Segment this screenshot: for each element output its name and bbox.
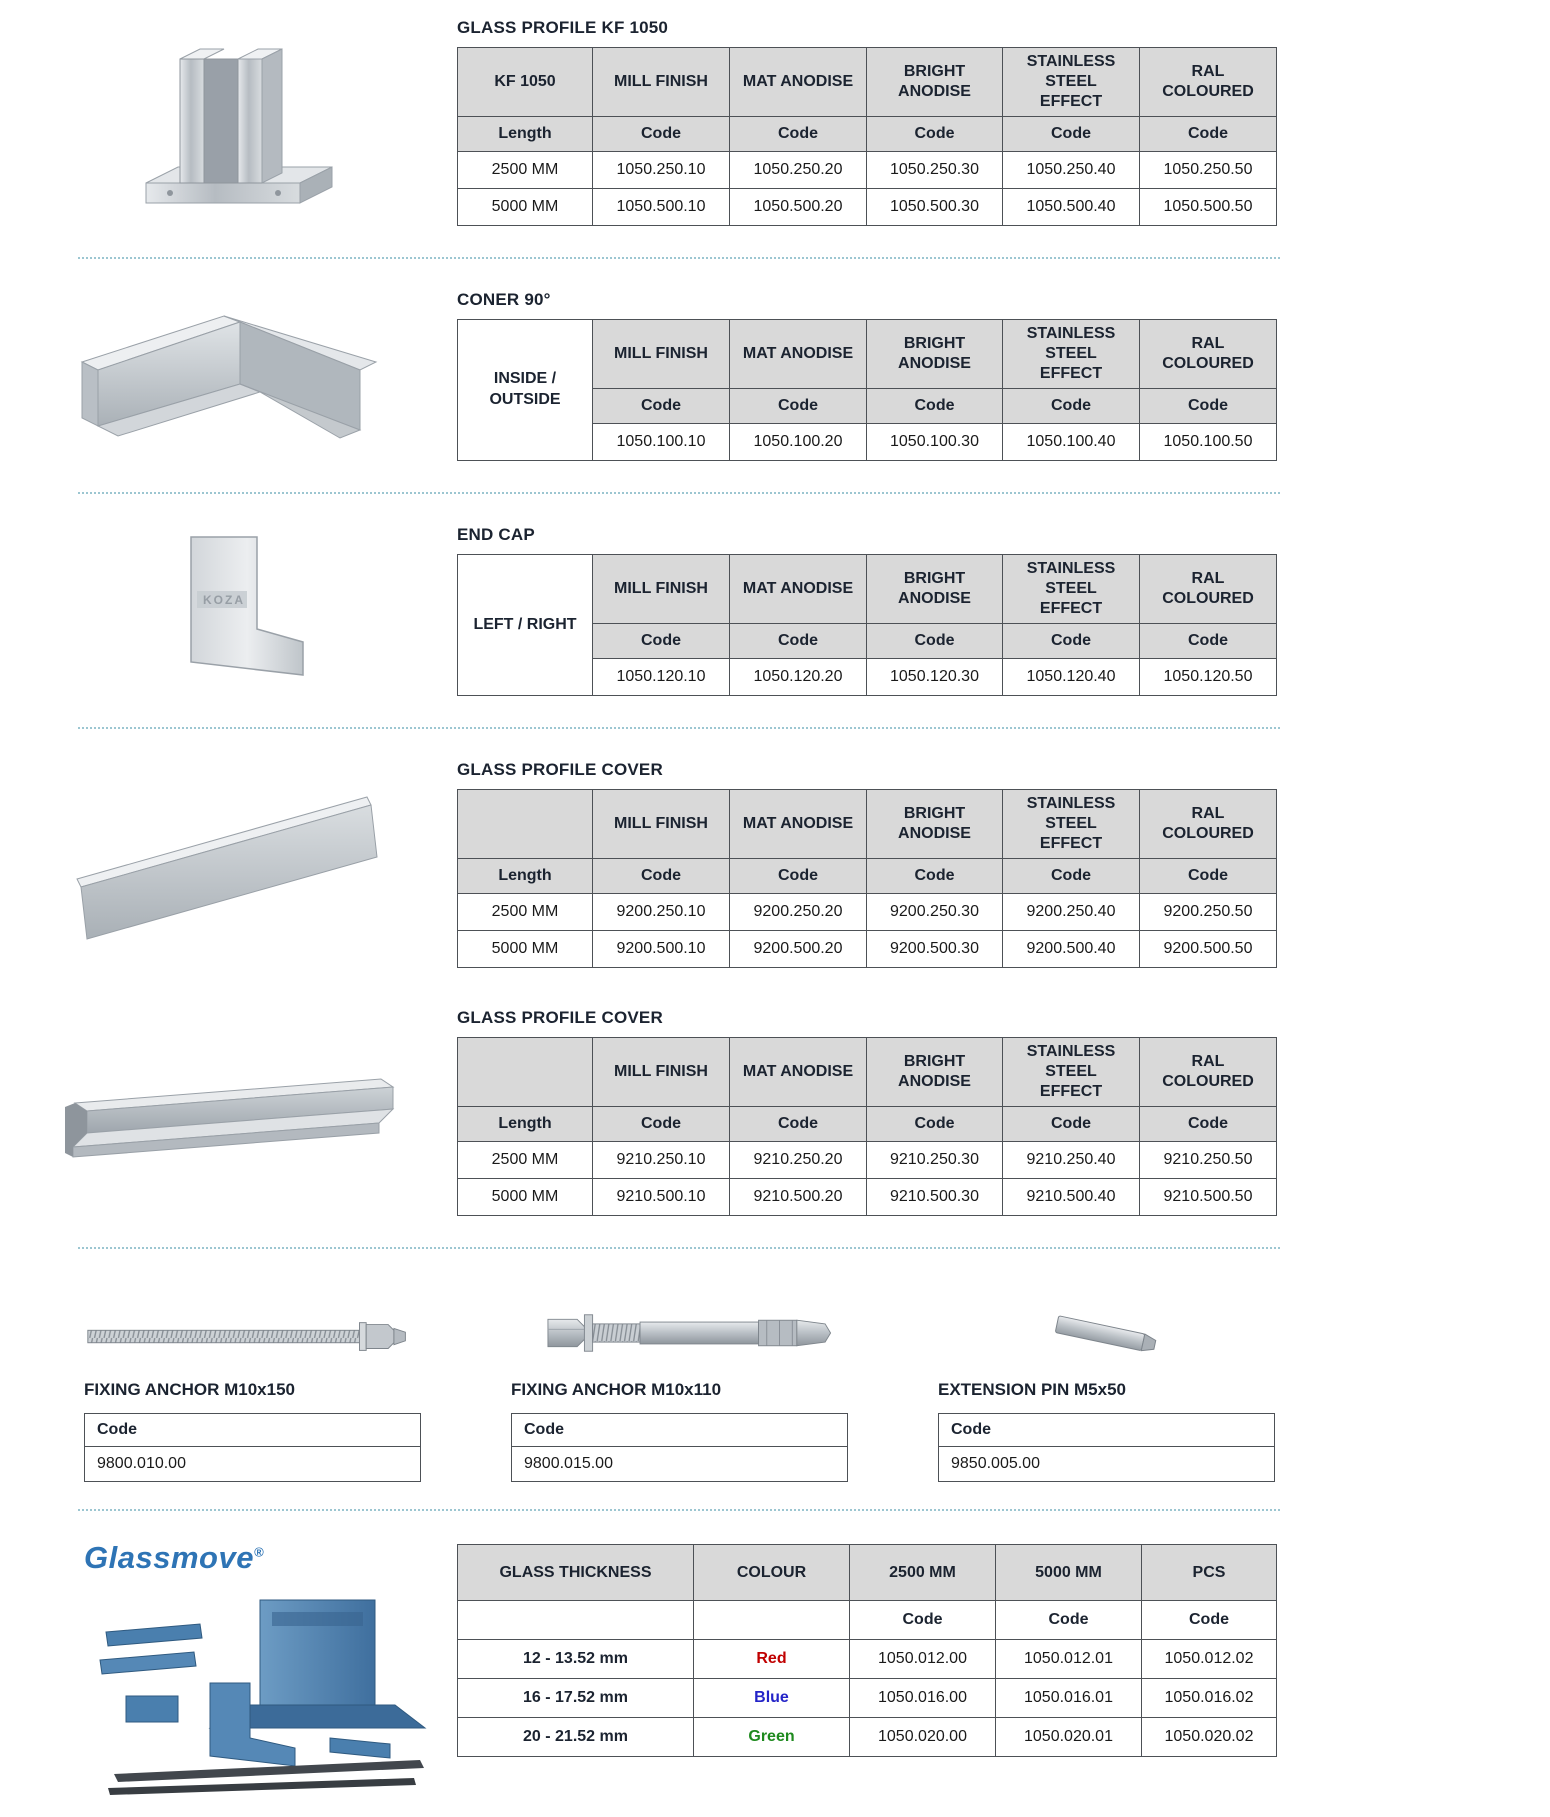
code-header: Code <box>1003 1107 1140 1142</box>
code-header: Code <box>867 117 1003 152</box>
code-value: 9850.005.00 <box>951 1455 1040 1472</box>
column-header-finish: STAINLESS STEEL EFFECT <box>1003 1038 1140 1107</box>
length-header: Length <box>458 117 593 152</box>
table-row <box>458 1640 1277 1679</box>
column-header-finish: MILL FINISH <box>593 555 730 624</box>
column-header-thickness: GLASS THICKNESS <box>458 1545 694 1601</box>
column-header-finish: STAINLESS STEEL EFFECT <box>1003 790 1140 859</box>
column-header-finish: BRIGHT ANODISE <box>867 790 1003 859</box>
column-header-finish: MAT ANODISE <box>730 48 867 117</box>
table-row <box>458 1679 1277 1718</box>
code-header: Code <box>1003 389 1140 424</box>
code-cell: 9200.250.20 <box>730 894 867 931</box>
empty-header-cell <box>458 1038 593 1107</box>
code-cell: 1050.120.40 <box>1003 659 1140 696</box>
section-fixings <box>0 1276 1550 1482</box>
dotted-separator <box>78 257 1280 259</box>
column-header-pcs: PCS <box>1142 1545 1277 1601</box>
fixing-code-box <box>938 1413 1275 1482</box>
section-corner-90 <box>0 286 1550 465</box>
code-cell: 9200.500.40 <box>1003 931 1140 968</box>
code-cell: 9200.500.30 <box>867 931 1003 968</box>
column-header-finish: MILL FINISH <box>593 320 730 389</box>
code-header: Code <box>1140 859 1277 894</box>
code-cell: 9210.250.10 <box>593 1142 730 1179</box>
code-cell: 1050.020.00 <box>850 1718 996 1757</box>
code-header: Code <box>1140 1107 1277 1142</box>
code-cell: 1050.100.30 <box>867 424 1003 461</box>
column-header-product: KF 1050 <box>458 48 593 117</box>
code-cell: 1050.100.40 <box>1003 424 1140 461</box>
column-header-finish: MAT ANODISE <box>730 1038 867 1107</box>
column-header-finish: RAL COLOURED <box>1140 48 1277 117</box>
code-header: Code <box>867 624 1003 659</box>
code-cell: 1050.120.30 <box>867 659 1003 696</box>
table-row <box>458 1142 1277 1179</box>
corner-product-image <box>64 300 394 452</box>
code-cell: 1050.500.30 <box>867 189 1003 226</box>
section-glass-profile-kf1050 <box>0 14 1550 230</box>
code-cell: 1050.020.01 <box>996 1718 1142 1757</box>
code-header: Code <box>1142 1601 1277 1640</box>
code-cell: 1050.012.02 <box>1142 1640 1277 1679</box>
thickness-cell: 12 - 13.52 mm <box>458 1640 694 1679</box>
code-cell: 1050.012.00 <box>850 1640 996 1679</box>
side-label-cell: INSIDE / OUTSIDE <box>458 320 593 461</box>
corner-codes-table <box>457 319 1277 461</box>
colour-cell: Green <box>694 1718 850 1757</box>
code-value: 9800.010.00 <box>97 1455 186 1472</box>
kf1050-image-wrap <box>0 23 457 221</box>
code-cell: 9200.250.10 <box>593 894 730 931</box>
code-cell: 9210.250.50 <box>1140 1142 1277 1179</box>
fixing-block-anchor-m10x150 <box>84 1276 421 1482</box>
code-header: Code <box>1003 624 1140 659</box>
column-header-finish: RAL COLOURED <box>1140 555 1277 624</box>
code-header: Code <box>867 1107 1003 1142</box>
code-header: Code <box>850 1601 996 1640</box>
cover2-codes-table <box>457 1037 1277 1216</box>
column-header-finish: RAL COLOURED <box>1140 320 1277 389</box>
column-header-finish: MAT ANODISE <box>730 555 867 624</box>
column-header-finish: RAL COLOURED <box>1140 1038 1277 1107</box>
column-header-finish: STAINLESS STEEL EFFECT <box>1003 555 1140 624</box>
fixing-title: FIXING ANCHOR M10x150 <box>84 1380 295 1399</box>
glassmove-logo <box>84 1540 457 1576</box>
kf1050-product-image <box>118 23 340 221</box>
glassmove-brand-text: Glassmove <box>84 1540 254 1575</box>
subheader-row <box>458 1601 1277 1640</box>
column-header-finish: STAINLESS STEEL EFFECT <box>1003 48 1140 117</box>
code-cell: 9200.500.10 <box>593 931 730 968</box>
code-cell: 1050.012.01 <box>996 1640 1142 1679</box>
endcap-codes-table <box>457 554 1277 696</box>
column-header-finish: STAINLESS STEEL EFFECT <box>1003 320 1140 389</box>
code-cell: 9210.500.40 <box>1003 1179 1140 1216</box>
section-title: GLASS PROFILE KF 1050 <box>457 18 669 37</box>
code-header: Code <box>1003 117 1140 152</box>
column-header-5000: 5000 MM <box>996 1545 1142 1601</box>
fixing-block-extension-pin <box>938 1276 1275 1482</box>
colour-cell: Red <box>694 1640 850 1679</box>
code-cell: 1050.100.10 <box>593 424 730 461</box>
section-title: GLASS PROFILE COVER <box>457 760 663 779</box>
endcap-product-image <box>139 531 319 691</box>
code-header: Code <box>593 117 730 152</box>
header-row <box>458 1038 1277 1107</box>
code-header: Code <box>730 389 867 424</box>
section-glass-profile-cover-2 <box>0 1004 1550 1220</box>
kf1050-codes-table <box>457 47 1277 226</box>
code-cell: 1050.250.40 <box>1003 152 1140 189</box>
fixing-title: EXTENSION PIN M5x50 <box>938 1380 1127 1399</box>
code-cell: 9200.250.50 <box>1140 894 1277 931</box>
code-header: Code <box>1140 389 1277 424</box>
dotted-separator <box>78 1247 1280 1249</box>
length-header: Length <box>458 1107 593 1142</box>
code-cell: 9210.500.20 <box>730 1179 867 1216</box>
table-row <box>458 1718 1277 1757</box>
table-row <box>458 894 1277 931</box>
code-value: 9800.015.00 <box>524 1455 613 1472</box>
koza-watermark: KOZA <box>202 592 245 607</box>
length-cell: 5000 MM <box>458 931 593 968</box>
section-title: END CAP <box>457 525 535 544</box>
thickness-cell: 20 - 21.52 mm <box>458 1718 694 1757</box>
anchor-m10x150-image-wrap <box>84 1276 421 1364</box>
extension-pin-product-image <box>1044 1304 1169 1364</box>
length-cell: 2500 MM <box>458 894 593 931</box>
code-cell: 1050.020.02 <box>1142 1718 1277 1757</box>
length-cell: 2500 MM <box>458 1142 593 1179</box>
anchor-m10x110-product-image <box>537 1302 847 1364</box>
code-header: Code <box>730 117 867 152</box>
code-header: Code <box>593 389 730 424</box>
column-header-finish: MILL FINISH <box>593 48 730 117</box>
fixing-code-box <box>511 1413 848 1482</box>
empty-cell <box>694 1601 850 1640</box>
code-cell: 1050.016.00 <box>850 1679 996 1718</box>
code-cell: 1050.250.10 <box>593 152 730 189</box>
code-header: Code <box>593 1107 730 1142</box>
column-header-finish: MAT ANODISE <box>730 320 867 389</box>
code-header: Code <box>730 1107 867 1142</box>
header-row <box>458 790 1277 859</box>
column-header-finish: BRIGHT ANODISE <box>867 555 1003 624</box>
code-cell: 1050.016.02 <box>1142 1679 1277 1718</box>
length-header: Length <box>458 859 593 894</box>
length-cell: 5000 MM <box>458 189 593 226</box>
subheader-row <box>458 859 1277 894</box>
subheader-row <box>458 1107 1277 1142</box>
code-cell: 9200.250.30 <box>867 894 1003 931</box>
code-cell: 1050.120.20 <box>730 659 867 696</box>
code-cell: 1050.016.01 <box>996 1679 1142 1718</box>
code-cell: 1050.500.10 <box>593 189 730 226</box>
column-header-2500: 2500 MM <box>850 1545 996 1601</box>
extension-pin-image-wrap <box>938 1276 1275 1364</box>
column-header-finish: MILL FINISH <box>593 1038 730 1107</box>
code-cell: 9210.500.50 <box>1140 1179 1277 1216</box>
section-end-cap <box>0 521 1550 700</box>
corner-image-wrap <box>0 300 457 452</box>
dotted-separator <box>78 492 1280 494</box>
code-header: Code <box>867 389 1003 424</box>
code-cell: 9210.500.10 <box>593 1179 730 1216</box>
code-header: Code <box>1140 624 1277 659</box>
column-header-finish: BRIGHT ANODISE <box>867 48 1003 117</box>
header-row <box>458 1545 1277 1601</box>
glassmove-product-image <box>90 1590 440 1808</box>
code-header: Code <box>730 624 867 659</box>
anchor-m10x150-product-image <box>84 1310 414 1364</box>
header-row <box>458 555 1277 624</box>
registered-mark: ® <box>253 1544 265 1560</box>
column-header-finish: BRIGHT ANODISE <box>867 1038 1003 1107</box>
code-cell: 9210.250.20 <box>730 1142 867 1179</box>
glassmove-image-wrap <box>84 1590 457 1813</box>
code-header: Code <box>593 624 730 659</box>
section-title: GLASS PROFILE COVER <box>457 1008 663 1027</box>
length-cell: 2500 MM <box>458 152 593 189</box>
code-cell: 9210.250.40 <box>1003 1142 1140 1179</box>
table-row <box>458 152 1277 189</box>
header-row <box>458 320 1277 389</box>
side-label-cell: LEFT / RIGHT <box>458 555 593 696</box>
code-header: Code <box>593 859 730 894</box>
code-header: Code <box>730 859 867 894</box>
cover1-product-image <box>69 783 389 945</box>
code-cell: 9200.250.40 <box>1003 894 1140 931</box>
anchor-m10x110-image-wrap <box>511 1276 848 1364</box>
code-cell: 1050.120.50 <box>1140 659 1277 696</box>
code-cell: 9200.500.20 <box>730 931 867 968</box>
code-cell: 1050.250.20 <box>730 152 867 189</box>
section-glass-profile-cover-1 <box>0 756 1550 972</box>
endcap-image-wrap <box>0 531 457 691</box>
header-row <box>458 48 1277 117</box>
code-header: Code <box>867 859 1003 894</box>
code-label: Code <box>939 1414 1274 1447</box>
column-header-colour: COLOUR <box>694 1545 850 1601</box>
code-header: Code <box>996 1601 1142 1640</box>
glassmove-codes-table <box>457 1544 1277 1757</box>
code-header: Code <box>1003 859 1140 894</box>
empty-cell <box>458 1601 694 1640</box>
code-cell: 9200.500.50 <box>1140 931 1277 968</box>
code-header: Code <box>1140 117 1277 152</box>
cover1-image-wrap <box>0 783 457 945</box>
code-label: Code <box>512 1414 847 1447</box>
table-row <box>458 189 1277 226</box>
length-cell: 5000 MM <box>458 1179 593 1216</box>
fixing-code-box <box>84 1413 421 1482</box>
code-cell: 1050.500.50 <box>1140 189 1277 226</box>
table-row <box>458 931 1277 968</box>
section-glassmove <box>0 1538 1550 1813</box>
subheader-row <box>458 117 1277 152</box>
colour-cell: Blue <box>694 1679 850 1718</box>
column-header-finish: MAT ANODISE <box>730 790 867 859</box>
cover1-codes-table <box>457 789 1277 968</box>
cover2-image-wrap <box>0 1047 457 1177</box>
code-cell: 9210.250.30 <box>867 1142 1003 1179</box>
code-cell: 1050.250.30 <box>867 152 1003 189</box>
code-cell: 1050.500.20 <box>730 189 867 226</box>
code-cell: 9210.500.30 <box>867 1179 1003 1216</box>
section-title: CONER 90° <box>457 290 551 309</box>
column-header-finish: MILL FINISH <box>593 790 730 859</box>
fixing-block-anchor-m10x110 <box>511 1276 848 1482</box>
thickness-cell: 16 - 17.52 mm <box>458 1679 694 1718</box>
code-cell: 1050.120.10 <box>593 659 730 696</box>
column-header-finish: RAL COLOURED <box>1140 790 1277 859</box>
fixing-title: FIXING ANCHOR M10x110 <box>511 1380 722 1399</box>
code-cell: 1050.100.50 <box>1140 424 1277 461</box>
code-cell: 1050.250.50 <box>1140 152 1277 189</box>
empty-header-cell <box>458 790 593 859</box>
table-row <box>458 1179 1277 1216</box>
cover2-product-image <box>59 1047 399 1177</box>
code-cell: 1050.100.20 <box>730 424 867 461</box>
dotted-separator <box>78 1509 1280 1511</box>
code-cell: 1050.500.40 <box>1003 189 1140 226</box>
dotted-separator <box>78 727 1280 729</box>
column-header-finish: BRIGHT ANODISE <box>867 320 1003 389</box>
code-label: Code <box>85 1414 420 1447</box>
